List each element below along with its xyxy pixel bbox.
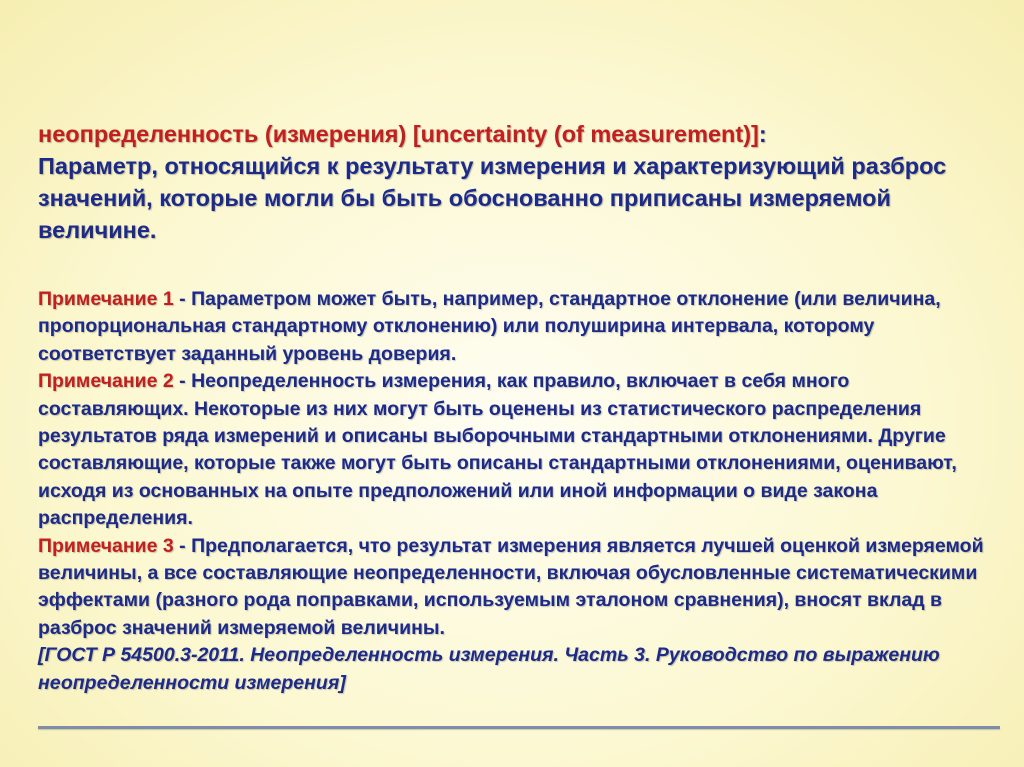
note-label: Примечание 3	[38, 534, 174, 557]
reference-citation: [ГОСТ Р 54500.3-2011. Неопределенность измерения. Часть 3. Руководство по выражению неопределенности измерения]	[38, 644, 940, 694]
notes-block	[38, 286, 998, 697]
definition-text: Параметр, относящийся к результату измерения и характеризующий разброс значений, которые могли бы быть обоснованно приписаны измеряемой величине.	[38, 153, 947, 243]
divider-line	[38, 726, 1000, 729]
definition-paragraph	[38, 118, 998, 246]
note-text: - Предполагается, что результат измерения является лучшей оценкой измеряемой величины, а все составляющие неопределенности, включая обусловленные систематическими эффектами (разного рода поправками, используемым эталоном сравнения), вносят вклад в разброс значений измеряемой величины.	[38, 534, 984, 639]
slide-content	[38, 118, 998, 697]
note-3	[38, 533, 998, 643]
note-1	[38, 286, 998, 368]
note-label: Примечание 2	[38, 370, 174, 393]
definition-term: неопределенность (измерения) [uncertainty (of measurement)]	[38, 121, 759, 147]
definition-colon: :	[758, 121, 767, 147]
note-label: Примечание 1	[38, 288, 174, 310]
note-2	[38, 368, 998, 532]
note-text: - Неопределенность измерения, как правило, включает в себя много составляющих. Некоторые из них могут быть оценены из статистического распределения результатов ряда измерений и описаны выборочными стандартными отклонениями. Другие составляющие, которые также могут быть описаны стандартными отклонениями, оценивают, исходя из основанных на опыте предположений или иной информации о виде закона распределения.	[38, 370, 957, 530]
note-text: - Параметром может быть, например, стандартное отклонение (или величина, пропорциональная стандартному отклонению) или полуширина интервала, которому соответствует заданный уровень доверия.	[38, 288, 941, 365]
